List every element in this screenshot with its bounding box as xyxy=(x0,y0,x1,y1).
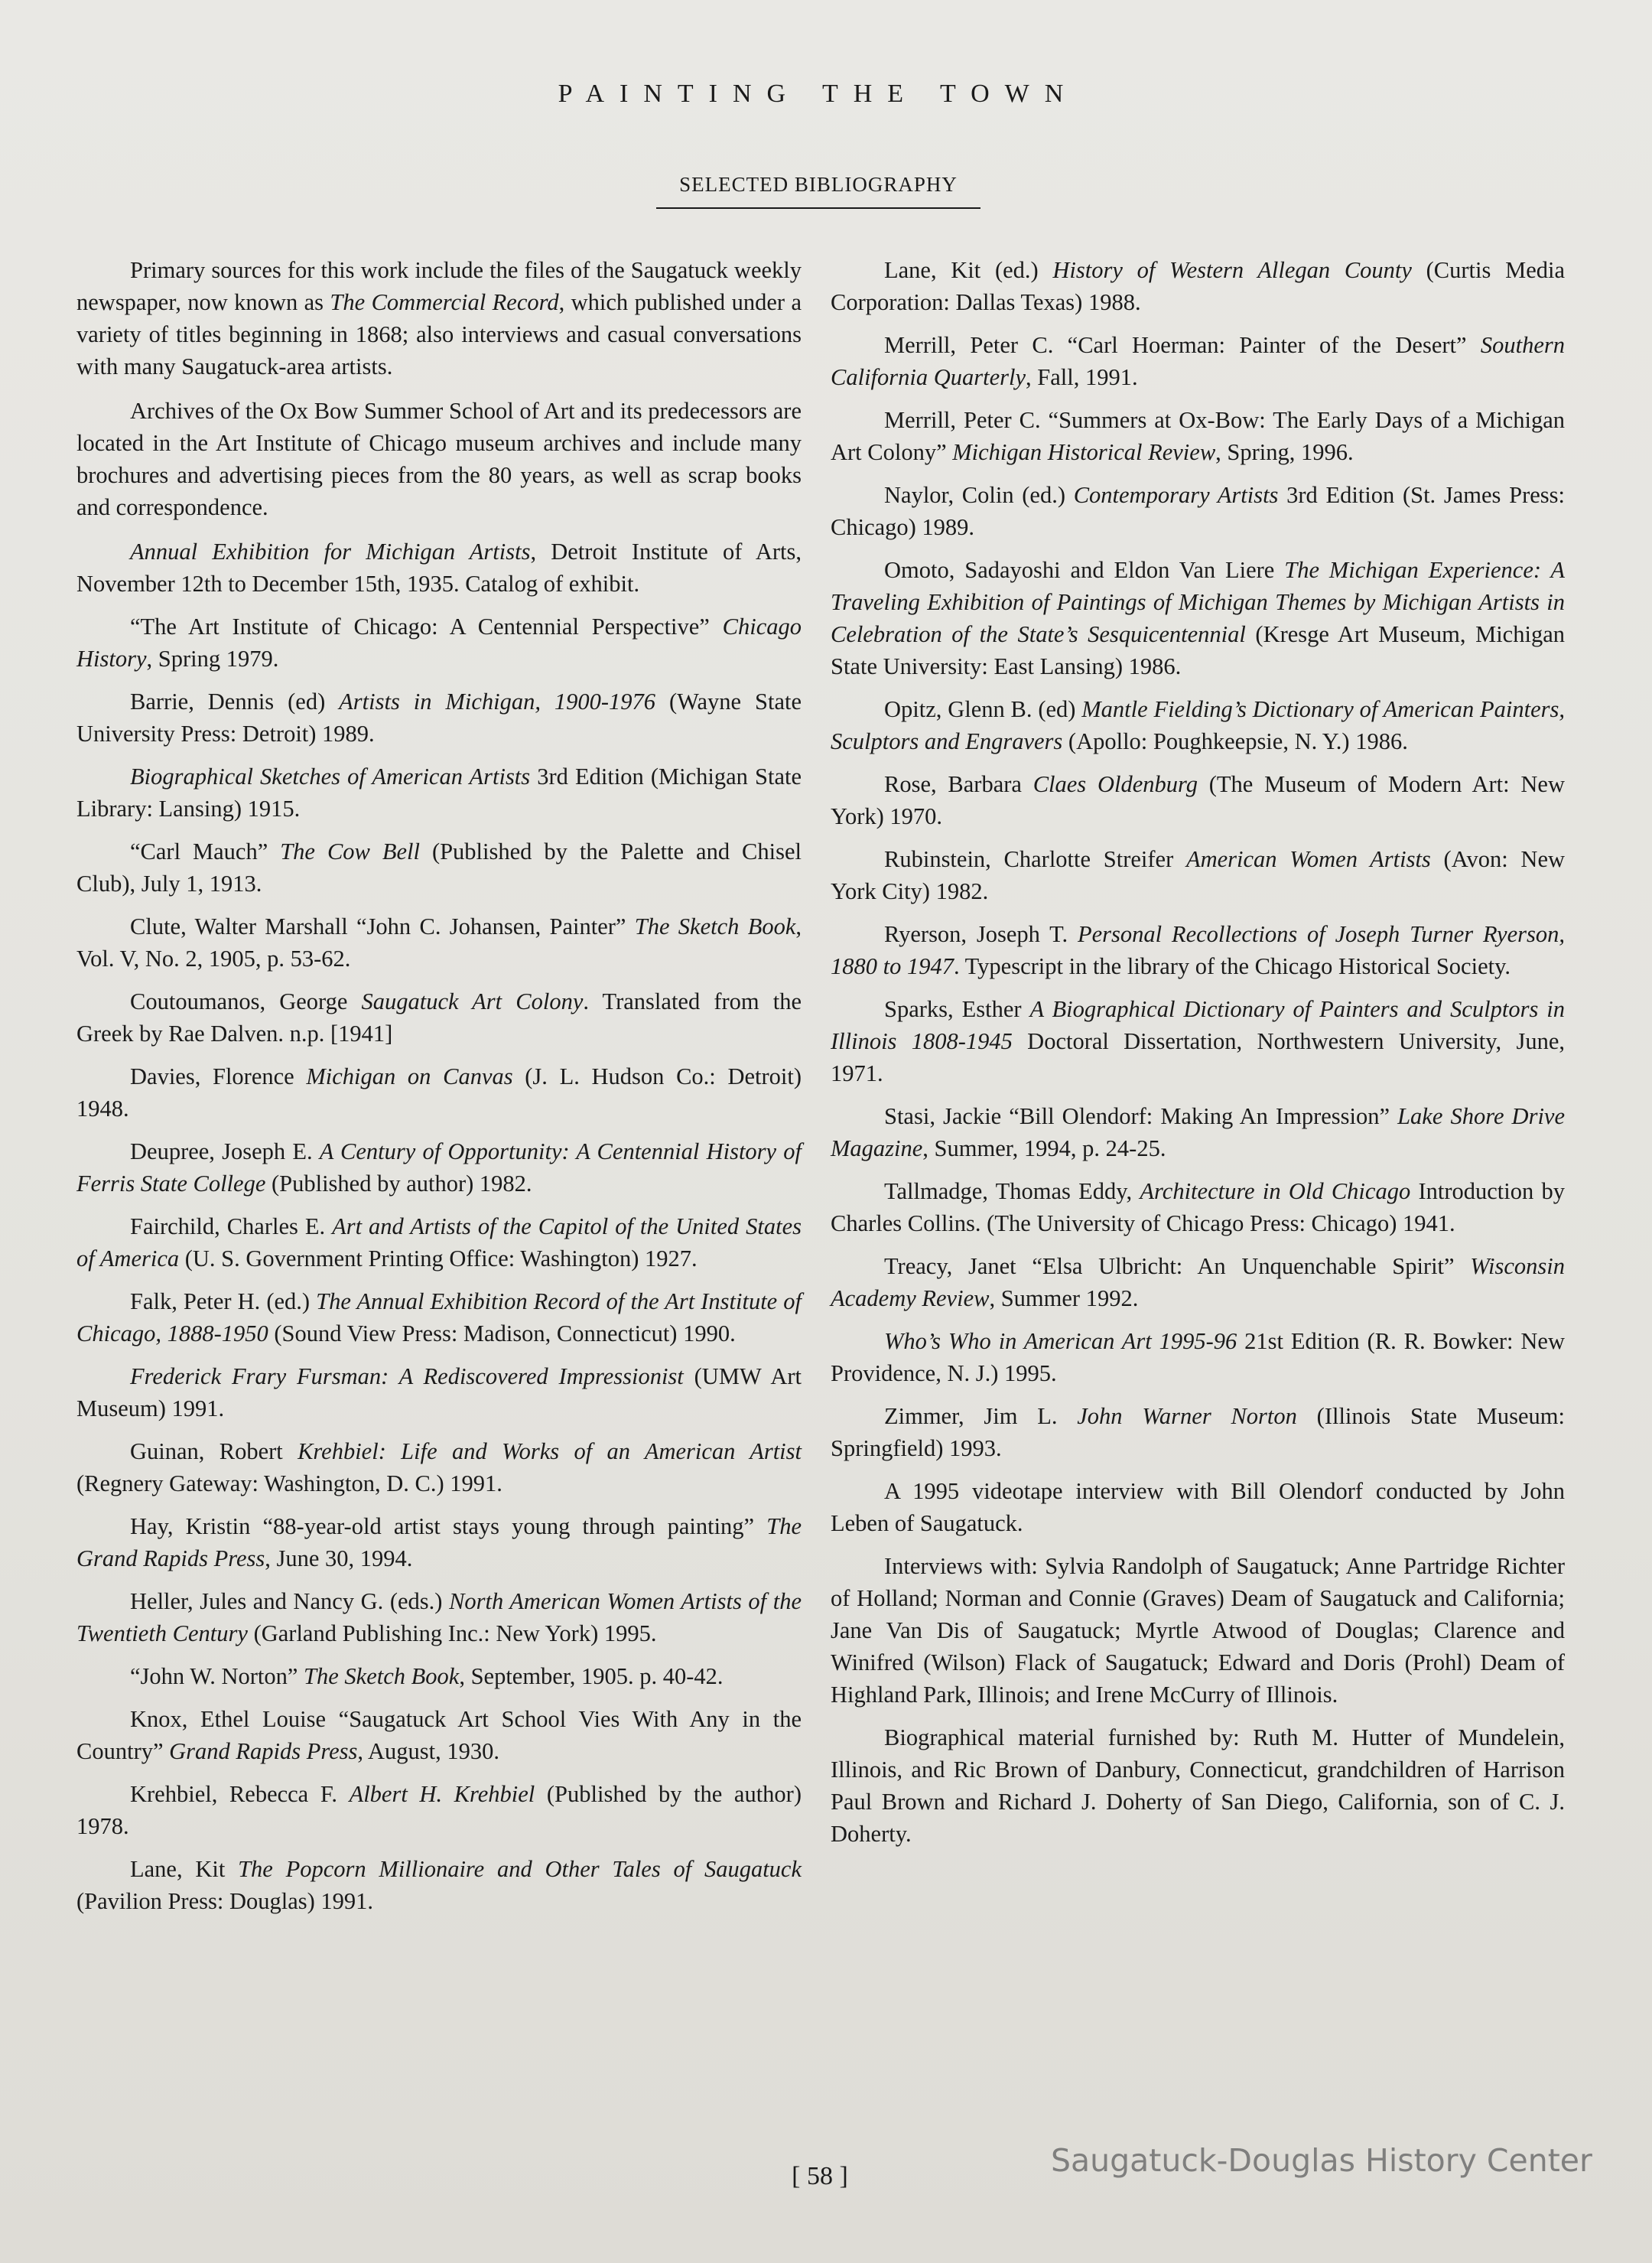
entry-details: , Summer 1992. xyxy=(989,1285,1139,1311)
bibliography-entry xyxy=(831,843,1565,907)
entry-details: (The Museum of Modern Art: New York) 1970. xyxy=(831,771,1565,829)
entry-details: (Published by author) 1982. xyxy=(265,1171,532,1197)
entry-title: A Century of Opportunity: A Centennial History of Ferris State College xyxy=(76,1138,802,1197)
entry-title: The Sketch Book xyxy=(634,913,796,939)
bibliography-entry xyxy=(76,611,802,675)
right-entries-list xyxy=(831,254,1565,1850)
entry-title: Biographical Sketches of American Artists xyxy=(130,764,531,790)
bibliography-entry xyxy=(831,329,1565,393)
entry-author: Naylor, Colin (ed.) xyxy=(884,482,1074,508)
entry-author: Interviews with: Sylvia Randolph of Saugatuck; Anne Partridge Richter of Holland; Norman and Connie (Graves) Deam of Saugatuck and California; Jane Van Dis of Saugatuck; Myrtle Atwood of Douglas; Clarence and Winifred (Wilson) Flack of Saugatuck; Edward and Doris (Prohl) Deam of Highland Park, Illinois; and Irene McCurry of Illinois. xyxy=(831,1553,1565,1708)
entry-author: Opitz, Glenn B. (ed) xyxy=(884,696,1082,722)
entry-author: Fairchild, Charles E. xyxy=(130,1213,333,1239)
section-title: SELECTED BIBLIOGRAPHY xyxy=(656,173,980,209)
intro-text-1b: , which published under a variety of titles beginning in 1868; also interviews and casual conversations with many Saugatuck-area artists. xyxy=(76,289,802,379)
entry-details: (Garland Publishing Inc.: New York) 1995. xyxy=(247,1620,657,1646)
entry-title: The Michigan Experience: A Traveling Exhibition of Paintings of Michigan Themes by Michigan Artists in Celebration of the State’s Sesquicentennial xyxy=(831,557,1565,647)
entry-title: Frederick Frary Fursman: A Rediscovered Impressionist xyxy=(130,1363,684,1389)
entry-details: . Translated from the Greek by Rae Dalven. n.p. [1941] xyxy=(76,988,802,1047)
entry-author: A 1995 videotape interview with Bill Olendorf conducted by John Leben of Saugatuck. xyxy=(831,1478,1565,1536)
entry-title: American Women Artists xyxy=(1185,846,1431,872)
entry-details: 3rd Edition (St. James Press: Chicago) 1989. xyxy=(831,482,1565,540)
bibliography-entry xyxy=(831,254,1565,318)
entry-title: Chicago History xyxy=(76,614,802,672)
entry-author: Barrie, Dennis (ed) xyxy=(130,689,340,715)
bibliography-entry xyxy=(831,1550,1565,1711)
entry-title: Saugatuck Art Colony xyxy=(361,988,584,1014)
entry-details: , Detroit Institute of Arts, November 12th to December 15th, 1935. Catalog of exhibit. xyxy=(76,539,802,597)
bibliography-entry xyxy=(76,685,802,750)
entry-author: “John W. Norton” xyxy=(130,1663,304,1689)
entry-author: Stasi, Jackie “Bill Olendorf: Making An Impression” xyxy=(884,1103,1398,1129)
intro-text-1a: Primary sources for this work include the files of the Saugatuck weekly newspaper, now known as xyxy=(76,257,802,315)
entry-title: Grand Rapids Press xyxy=(169,1738,358,1764)
entry-title: History of Western Allegan County xyxy=(1052,257,1412,283)
bibliography-entry xyxy=(76,1585,802,1649)
entry-title: Artists in Michigan, 1900-1976 xyxy=(339,689,656,715)
bibliography-entry xyxy=(76,910,802,975)
bibliography-entry xyxy=(831,1325,1565,1389)
bibliography-entry xyxy=(76,1778,802,1842)
bibliography-entry xyxy=(831,1400,1565,1464)
entry-title: Lake Shore Drive Magazine xyxy=(831,1103,1565,1161)
entry-author: Merrill, Peter C. “Carl Hoerman: Painter of the Desert” xyxy=(884,332,1481,358)
entry-title: The Sketch Book xyxy=(304,1663,460,1689)
entry-details: (Pavilion Press: Douglas) 1991. xyxy=(76,1888,374,1914)
left-entries-list xyxy=(76,536,802,1917)
entry-author: Omoto, Sadayoshi and Eldon Van Liere xyxy=(884,557,1285,583)
entry-details: , Vol. V, No. 2, 1905, p. 53-62. xyxy=(76,913,802,972)
running-head: PAINTING THE TOWN xyxy=(558,80,1079,108)
entry-author: Lane, Kit xyxy=(130,1856,239,1882)
bibliography-entry xyxy=(831,479,1565,543)
bibliography-entry xyxy=(76,1660,802,1692)
entry-author: Zimmer, Jim L. xyxy=(884,1403,1078,1429)
entry-title: Claes Oldenburg xyxy=(1032,771,1198,797)
entry-title: Architecture in Old Chicago xyxy=(1140,1178,1411,1204)
watermark: Saugatuck-Douglas History Center xyxy=(1051,2142,1592,2179)
bibliography-entry xyxy=(831,1721,1565,1850)
bibliography-entry xyxy=(76,1703,802,1767)
bibliography-entry xyxy=(831,918,1565,982)
entry-details: (Illinois State Museum: Springfield) 1993. xyxy=(831,1403,1565,1461)
entry-author: “Carl Mauch” xyxy=(130,838,281,864)
entry-details: , June 30, 1994. xyxy=(265,1545,413,1571)
entry-details: (Avon: New York City) 1982. xyxy=(831,846,1566,904)
bibliography-entry xyxy=(831,1250,1565,1314)
bibliography-entry xyxy=(831,554,1565,682)
entry-details: (Published by the Palette and Chisel Club), July 1, 1913. xyxy=(76,838,802,897)
entry-title: Contemporary Artists xyxy=(1073,482,1279,508)
entry-title: The Popcorn Millionaire and Other Tales of Saugatuck xyxy=(238,1856,802,1882)
bibliography-entry xyxy=(831,404,1565,468)
bibliography-entry xyxy=(76,1060,802,1125)
entry-title: Annual Exhibition for Michigan Artists xyxy=(130,539,531,565)
bibliography-entry xyxy=(76,760,802,825)
entry-details: (Regnery Gateway: Washington, D. C.) 1991. xyxy=(76,1470,502,1496)
bibliography-entry xyxy=(831,1175,1565,1239)
entry-author: Lane, Kit (ed.) xyxy=(884,257,1053,283)
entry-title: Personal Recollections of Joseph Turner Ryerson, 1880 to 1947 xyxy=(831,921,1565,979)
entry-details: , Spring, 1996. xyxy=(1215,439,1354,465)
entry-author: Rose, Barbara xyxy=(884,771,1033,797)
entry-author: “The Art Institute of Chicago: A Centennial Perspective” xyxy=(130,614,723,640)
entry-details: (Wayne State University Press: Detroit) 1989. xyxy=(76,689,802,747)
entry-title: Southern California Quarterly xyxy=(831,332,1565,390)
entry-author: Krehbiel, Rebecca F. xyxy=(130,1781,350,1807)
entry-details: (Published by the author) 1978. xyxy=(76,1781,802,1839)
entry-author: Tallmadge, Thomas Eddy, xyxy=(884,1178,1140,1204)
bibliography-entry xyxy=(76,1435,802,1499)
entry-details: , September, 1905. p. 40-42. xyxy=(459,1663,724,1689)
commercial-record-title: The Commercial Record xyxy=(330,289,559,315)
entry-author: Falk, Peter H. (ed.) xyxy=(130,1288,317,1314)
entry-details: , Summer, 1994, p. 24-25. xyxy=(922,1135,1166,1161)
entry-author: Davies, Florence xyxy=(130,1063,307,1089)
entry-title: Art and Artists of the Capitol of the United States of America xyxy=(76,1213,802,1272)
entry-details: 3rd Edition (Michigan State Library: Lansing) 1915. xyxy=(76,764,802,822)
entry-details: (UMW Art Museum) 1991. xyxy=(76,1363,802,1421)
entry-author: Treacy, Janet “Elsa Ulbricht: An Unquenchable Spirit” xyxy=(884,1253,1471,1279)
entry-author: Heller, Jules and Nancy G. (eds.) xyxy=(130,1588,450,1614)
entry-author: Biographical material furnished by: Ruth M. Hutter of Mundelein, Illinois, and Ric Brown of Danbury, Connecticut, grandchildren of Harrison Paul Brown and Richard J. Doherty of San Diego, California, son of C. J. Doherty. xyxy=(831,1724,1565,1847)
entry-title: Mantle Fielding’s Dictionary of American Painters, Sculptors and Engravers xyxy=(831,696,1565,754)
bibliography-entry xyxy=(76,985,802,1050)
page-number: [ 58 ] xyxy=(792,2162,848,2190)
entry-details: (Kresge Art Museum, Michigan State University: East Lansing) 1986. xyxy=(831,621,1565,679)
bibliography-entry xyxy=(831,1475,1565,1539)
bibliography-entry xyxy=(76,1360,802,1425)
entry-details: , Fall, 1991. xyxy=(1026,364,1138,390)
entry-details: Doctoral Dissertation, Northwestern University, June, 1971. xyxy=(831,1028,1565,1086)
entry-details: 21st Edition (R. R. Bowker: New Providence, N. J.) 1995. xyxy=(831,1328,1565,1386)
entry-details: Introduction by Charles Collins. (The University of Chicago Press: Chicago) 1941. xyxy=(831,1178,1565,1236)
bibliography-left-column xyxy=(76,254,802,1928)
entry-author: Merrill, Peter C. “Summers at Ox-Bow: The Early Days of a Michigan Art Colony” xyxy=(831,407,1565,465)
entry-title: North American Women Artists of the Twentieth Century xyxy=(76,1588,802,1646)
entry-details: (Curtis Media Corporation: Dallas Texas) 1988. xyxy=(831,257,1565,315)
entry-title: Wisconsin Academy Review xyxy=(831,1253,1565,1311)
intro-paragraph-newspaper xyxy=(76,254,802,383)
entry-author: Sparks, Esther xyxy=(884,996,1030,1022)
bibliography-entry xyxy=(831,768,1565,832)
entry-details: (Sound View Press: Madison, Connecticut) 1990. xyxy=(268,1320,736,1346)
entry-author: Coutoumanos, George xyxy=(130,988,362,1014)
entry-details: (J. L. Hudson Co.: Detroit) 1948. xyxy=(76,1063,802,1122)
entry-details: , August, 1930. xyxy=(357,1738,499,1764)
entry-details: (Apollo: Poughkeepsie, N. Y.) 1986. xyxy=(1062,728,1408,754)
bibliography-entry xyxy=(76,835,802,900)
entry-title: The Grand Rapids Press xyxy=(76,1513,802,1571)
entry-title: A Biographical Dictionary of Painters and Sculptors in Illinois 1808-1945 xyxy=(831,996,1565,1054)
entry-author: Clute, Walter Marshall “John C. Johansen, Painter” xyxy=(130,913,635,939)
entry-details: . Typescript in the library of the Chicago Historical Society. xyxy=(953,953,1511,979)
entry-details: , Spring 1979. xyxy=(146,646,279,672)
entry-author: Deupree, Joseph E. xyxy=(130,1138,320,1164)
entry-author: Rubinstein, Charlotte Streifer xyxy=(884,846,1186,872)
entry-title: The Annual Exhibition Record of the Art Institute of Chicago, 1888-1950 xyxy=(76,1288,802,1346)
entry-title: Krehbiel: Life and Works of an American Artist xyxy=(298,1438,802,1464)
entry-title: The Cow Bell xyxy=(280,838,420,864)
bibliography-entry xyxy=(76,1285,802,1350)
bibliography-entry xyxy=(76,536,802,600)
bibliography-entry xyxy=(831,993,1565,1089)
bibliography-entry xyxy=(76,1853,802,1917)
bibliography-entry xyxy=(76,1210,802,1275)
entry-details: (U. S. Government Printing Office: Washington) 1927. xyxy=(179,1245,698,1272)
entry-title: Michigan Historical Review xyxy=(952,439,1216,465)
bibliography-entry xyxy=(76,1510,802,1574)
intro-paragraph-archives: Archives of the Ox Bow Summer School of Art and its predecessors are located in the Art Institute of Chicago museum archives and include many brochures and advertising pieces from the 80 years, as well as scrap books and correspondence. xyxy=(76,398,802,520)
entry-author: Knox, Ethel Louise “Saugatuck Art School Vies With Any in the Country” xyxy=(76,1706,802,1764)
entry-title: Michigan on Canvas xyxy=(306,1063,513,1089)
entry-author: Ryerson, Joseph T. xyxy=(884,921,1078,947)
bibliography-entry xyxy=(831,1100,1565,1164)
entry-title: Who’s Who in American Art 1995-96 xyxy=(884,1328,1237,1354)
bibliography-entry xyxy=(831,693,1565,757)
entry-title: John Warner Norton xyxy=(1077,1403,1297,1429)
entry-author: Hay, Kristin “88-year-old artist stays young through painting” xyxy=(130,1513,767,1539)
entry-title: Albert H. Krehbiel xyxy=(349,1781,535,1807)
bibliography-entry xyxy=(76,1135,802,1200)
entry-author: Guinan, Robert xyxy=(130,1438,298,1464)
bibliography-right-column xyxy=(831,254,1565,1861)
